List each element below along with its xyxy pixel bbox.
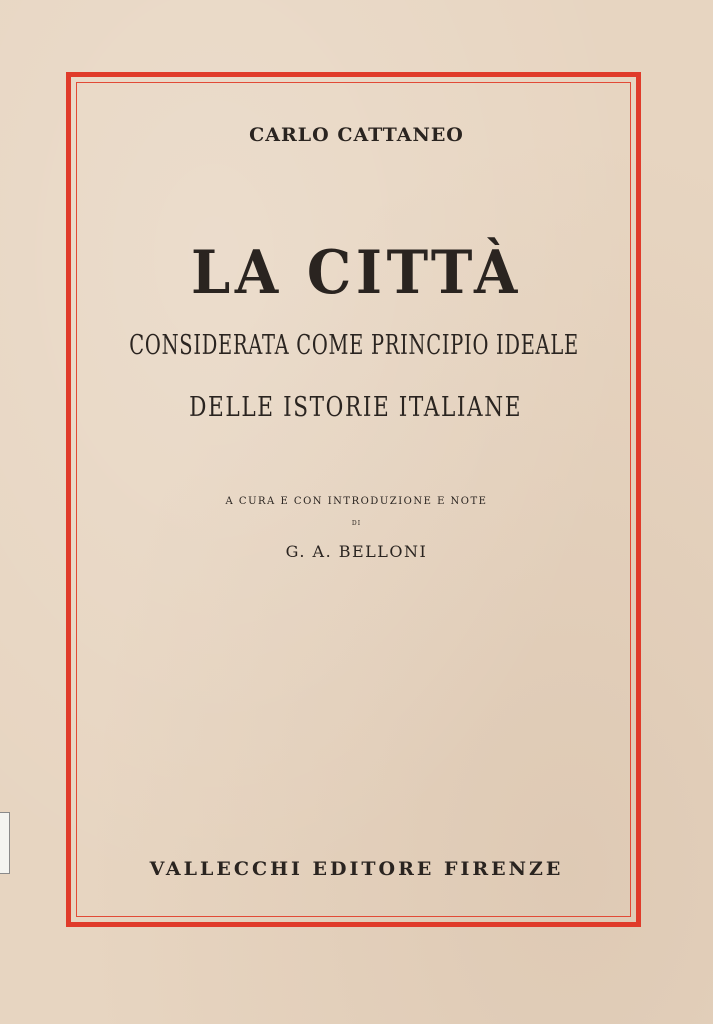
editor-name: G. A. BELLONI	[285, 542, 428, 561]
author-name: CARLO CATTANEO	[249, 124, 464, 146]
subtitle-line-2: DELLE ISTORIE ITALIANE	[189, 392, 523, 423]
by-word: DI	[351, 520, 362, 527]
book-title: LA CITTÀ	[190, 238, 522, 308]
library-sticker	[0, 812, 10, 874]
subtitle-line-1: CONSIDERATA COME PRINCIPIO IDEALE	[129, 330, 579, 361]
edited-by-line: A CURA E CON INTRODUZIONE E NOTE	[225, 496, 488, 507]
publisher-line: VALLECCHI EDITORE FIRENZE	[149, 858, 564, 880]
